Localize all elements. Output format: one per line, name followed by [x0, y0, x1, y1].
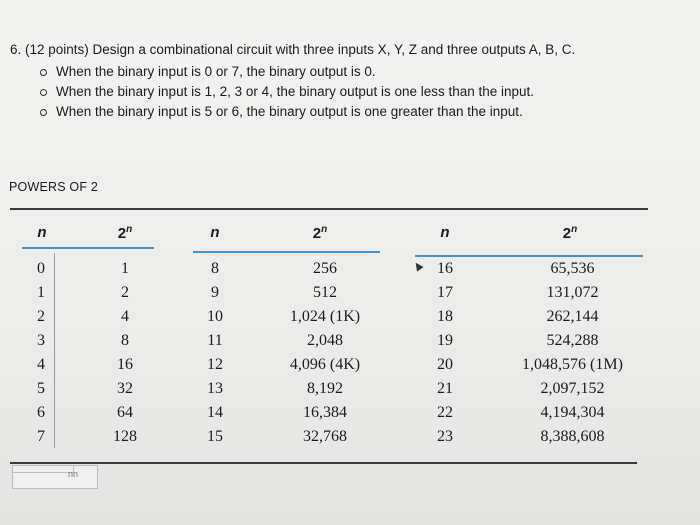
header-underline-2 [193, 251, 380, 253]
pow-cell: 4,096 (4K) [289, 356, 361, 373]
n-cell: 16 [437, 260, 453, 277]
pow-cell: 32,768 [303, 428, 347, 445]
n-cell: 4 [37, 356, 45, 373]
header-pow-3: 2$^n$ [562, 224, 578, 242]
n-cell: 11 [207, 332, 223, 349]
pow-cell: 64 [117, 404, 133, 421]
question-title: 6. (12 points) Design a combinational circuit with three inputs X, Y, Z and three outputs A, B, C. [10, 42, 576, 57]
n-cell: 5 [37, 380, 45, 397]
n-cell: 9 [211, 284, 219, 301]
n-cell: 14 [207, 404, 223, 421]
n-cell: 2 [37, 308, 45, 325]
n-cell: 23 [437, 428, 453, 445]
pow-cell: 4 [121, 308, 129, 325]
pow-cell: 524,288 [546, 332, 599, 349]
requirement-item: When the binary input is 5 or 6, the binary output is one greater than the input. [40, 102, 680, 122]
requirement-item: When the binary input is 0 or 7, the binary output is 0. [40, 62, 680, 82]
n-cell: 13 [207, 380, 223, 397]
requirement-list [10, 62, 680, 122]
table-top-rule [10, 208, 648, 210]
pow-cell: 8,388,608 [540, 428, 605, 445]
pow-column-2 [265, 257, 385, 449]
pow-cell: 131,072 [546, 284, 599, 301]
input-box-tab [13, 466, 74, 473]
n-cell: 17 [437, 284, 453, 301]
n-cell: 7 [37, 428, 45, 445]
n-cell: 1 [37, 284, 45, 301]
pow-column-1 [95, 257, 155, 449]
n-cell: 8 [211, 260, 219, 277]
pow-cell: 32 [117, 380, 133, 397]
pow-cell: 1 [121, 260, 129, 277]
pow-cell: 2,097,152 [540, 380, 605, 397]
n-cell: 15 [207, 428, 223, 445]
table-bottom-rule [10, 462, 637, 464]
n-cell: 6 [37, 404, 45, 421]
n-cell: 22 [437, 404, 453, 421]
pow-cell: 4,194,304 [540, 404, 605, 421]
pow-cell: 16 [117, 356, 133, 373]
pow-cell: 128 [113, 428, 137, 445]
header-n-2: n [210, 224, 220, 241]
n-column-2 [195, 257, 235, 449]
pow-cell: 16,384 [303, 404, 347, 421]
n-cell: 10 [207, 308, 223, 325]
n-cell: 20 [437, 356, 453, 373]
header-pow-2: 2$^n$ [312, 224, 328, 242]
requirement-item: When the binary input is 1, 2, 3 or 4, the binary output is one less than the input. [40, 82, 680, 102]
cutoff-text: nn [68, 469, 79, 479]
n-column-3 [425, 257, 465, 449]
pow-cell: 512 [313, 284, 337, 301]
pow-cell: 256 [313, 260, 337, 277]
header-n-3: n [440, 224, 450, 241]
n-cell: 19 [437, 332, 453, 349]
header-n-1: n [37, 224, 47, 241]
pow-cell: 65,536 [550, 260, 595, 277]
header-underline-1 [22, 247, 154, 249]
n-column-1 [26, 257, 56, 449]
pow-cell: 8,192 [307, 380, 343, 397]
n-cell: 18 [437, 308, 453, 325]
pow-cell: 1,024 (1K) [289, 308, 361, 325]
n-cell: 12 [207, 356, 223, 373]
header-pow-1: 2$^n$ [117, 224, 133, 242]
column-separator [54, 253, 55, 448]
n-cell: 3 [37, 332, 45, 349]
pow-cell: 2 [121, 284, 129, 301]
n-cell: 21 [437, 380, 453, 397]
pow-cell: 8 [121, 332, 129, 349]
pow-column-3 [500, 257, 645, 449]
mouse-cursor-icon [412, 260, 423, 271]
question-block [10, 40, 680, 122]
pow-cell: 2,048 [307, 332, 343, 349]
table-heading: POWERS OF 2 [9, 180, 99, 194]
n-cell: 0 [37, 260, 45, 277]
answer-input-box[interactable] [12, 465, 98, 489]
pow-cell: 1,048,576 (1M) [522, 356, 623, 373]
pow-cell: 262,144 [546, 308, 599, 325]
